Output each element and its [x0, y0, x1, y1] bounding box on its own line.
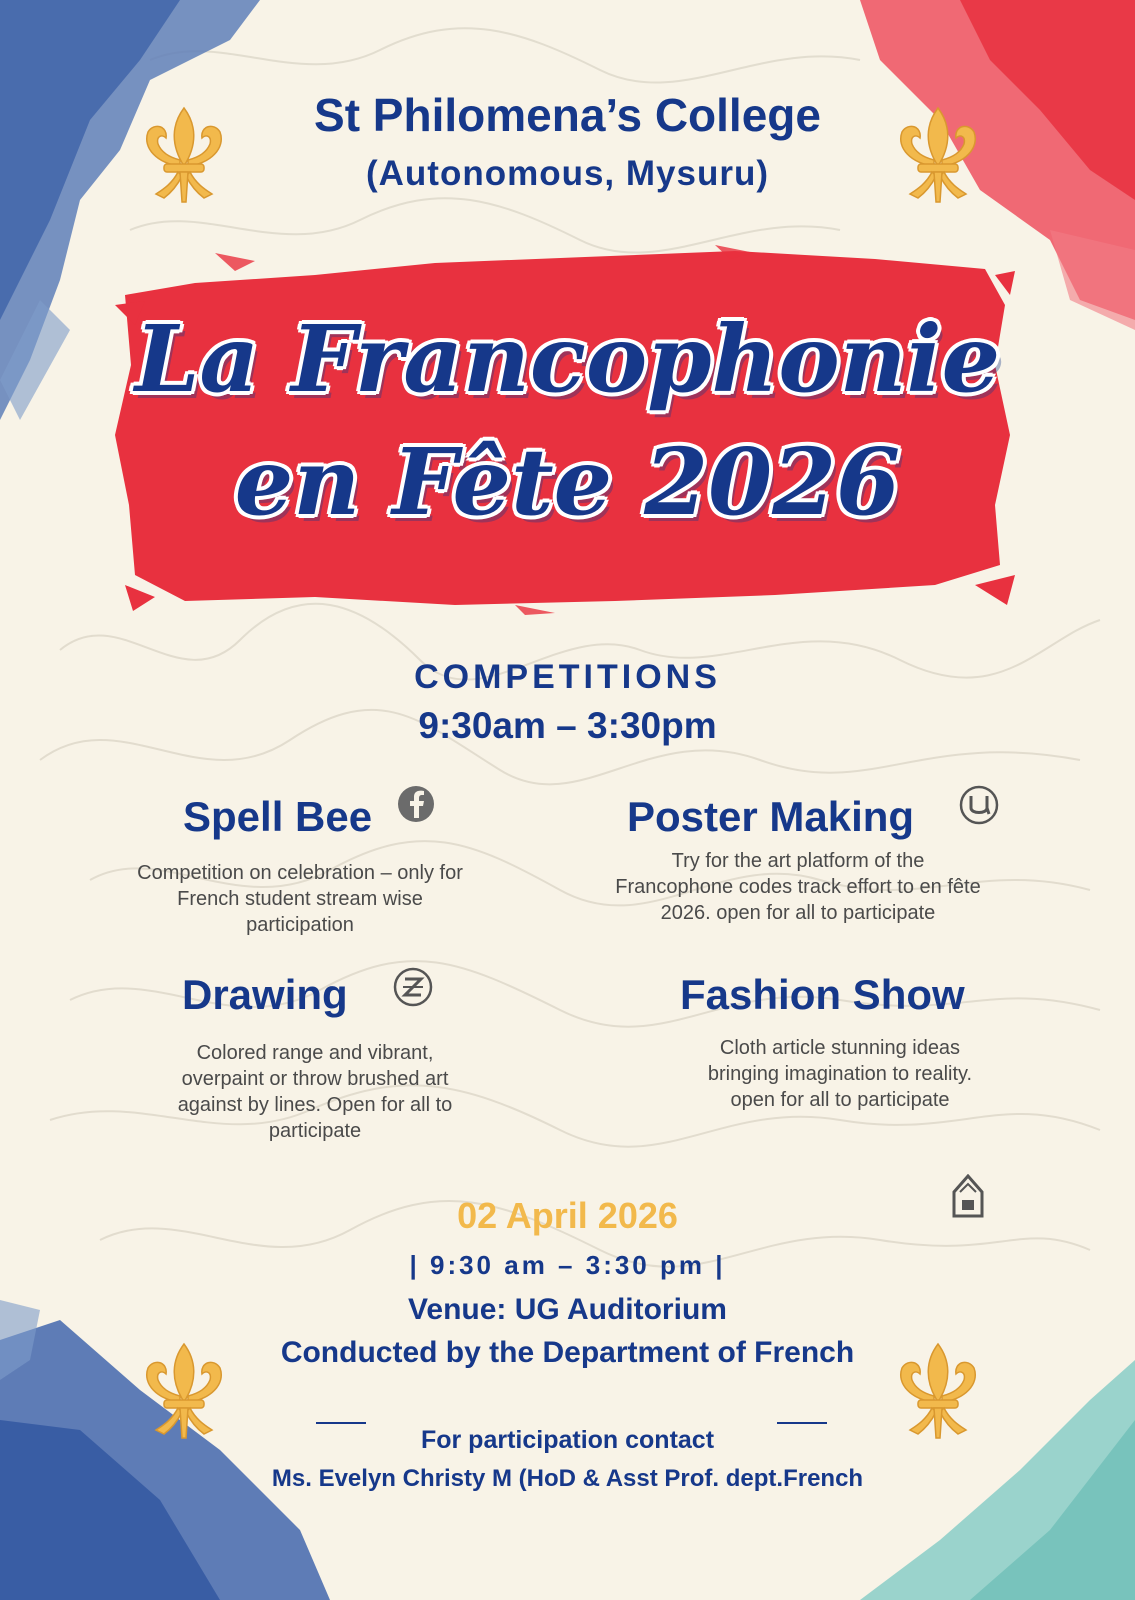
- event-time: | 9:30 am – 3:30 pm |: [409, 1250, 726, 1280]
- event-title-line-2: en Fête 2026: [234, 428, 901, 536]
- description-line: 2026. open for all to participate: [660, 902, 936, 924]
- spell-bee-title: Spell Bee: [183, 793, 373, 840]
- drawing-description: [110, 1040, 520, 1144]
- description-line: Francophone codes track effort to en fête: [615, 876, 981, 898]
- conducted-by: Conducted by the Department of French: [280, 1336, 855, 1369]
- college-name: St Philomena’s College: [314, 89, 821, 141]
- circled-z-icon: [392, 966, 434, 1008]
- competitions-heading: COMPETITIONS: [414, 658, 721, 696]
- description-line: participate: [268, 1120, 362, 1142]
- description-line: Try for the art platform of the: [671, 850, 925, 872]
- description-line: overpaint or throw brushed art: [181, 1068, 449, 1090]
- poster-making-description: [568, 848, 1028, 926]
- description-line: open for all to participate: [730, 1089, 950, 1111]
- divider: [316, 1422, 366, 1424]
- event-title-line-1: La Francophonie: [134, 305, 1001, 413]
- circled-u-icon: [958, 784, 1000, 826]
- competitions-time: 9:30am – 3:30pm: [418, 705, 717, 746]
- event-venue: Venue: UG Auditorium: [408, 1293, 727, 1326]
- description-line: French student stream wise: [177, 888, 423, 910]
- description-line: Competition on celebration – only for: [137, 862, 463, 884]
- fashion-show-description: [630, 1035, 1050, 1113]
- facebook-icon: [396, 784, 436, 824]
- description-line: Colored range and vibrant,: [196, 1042, 434, 1064]
- description-line: bringing imagination to reality.: [707, 1063, 973, 1085]
- contact-label: For participation contact: [420, 1426, 715, 1454]
- divider: [777, 1422, 827, 1424]
- description-line: participation: [246, 914, 354, 936]
- contact-name: Ms. Evelyn Christy M (HoD & Asst Prof. dept.French: [271, 1465, 864, 1492]
- description-line: Cloth article stunning ideas: [719, 1037, 961, 1059]
- event-date: 02 April 2026: [457, 1195, 678, 1236]
- fashion-show-title: Fashion Show: [680, 971, 965, 1018]
- spell-bee-description: [90, 860, 510, 938]
- poster-making-title: Poster Making: [627, 793, 915, 840]
- drawing-title: Drawing: [182, 971, 348, 1018]
- description-line: against by lines. Open for all to: [177, 1094, 453, 1116]
- college-subtitle: (Autonomous, Mysuru): [365, 154, 770, 193]
